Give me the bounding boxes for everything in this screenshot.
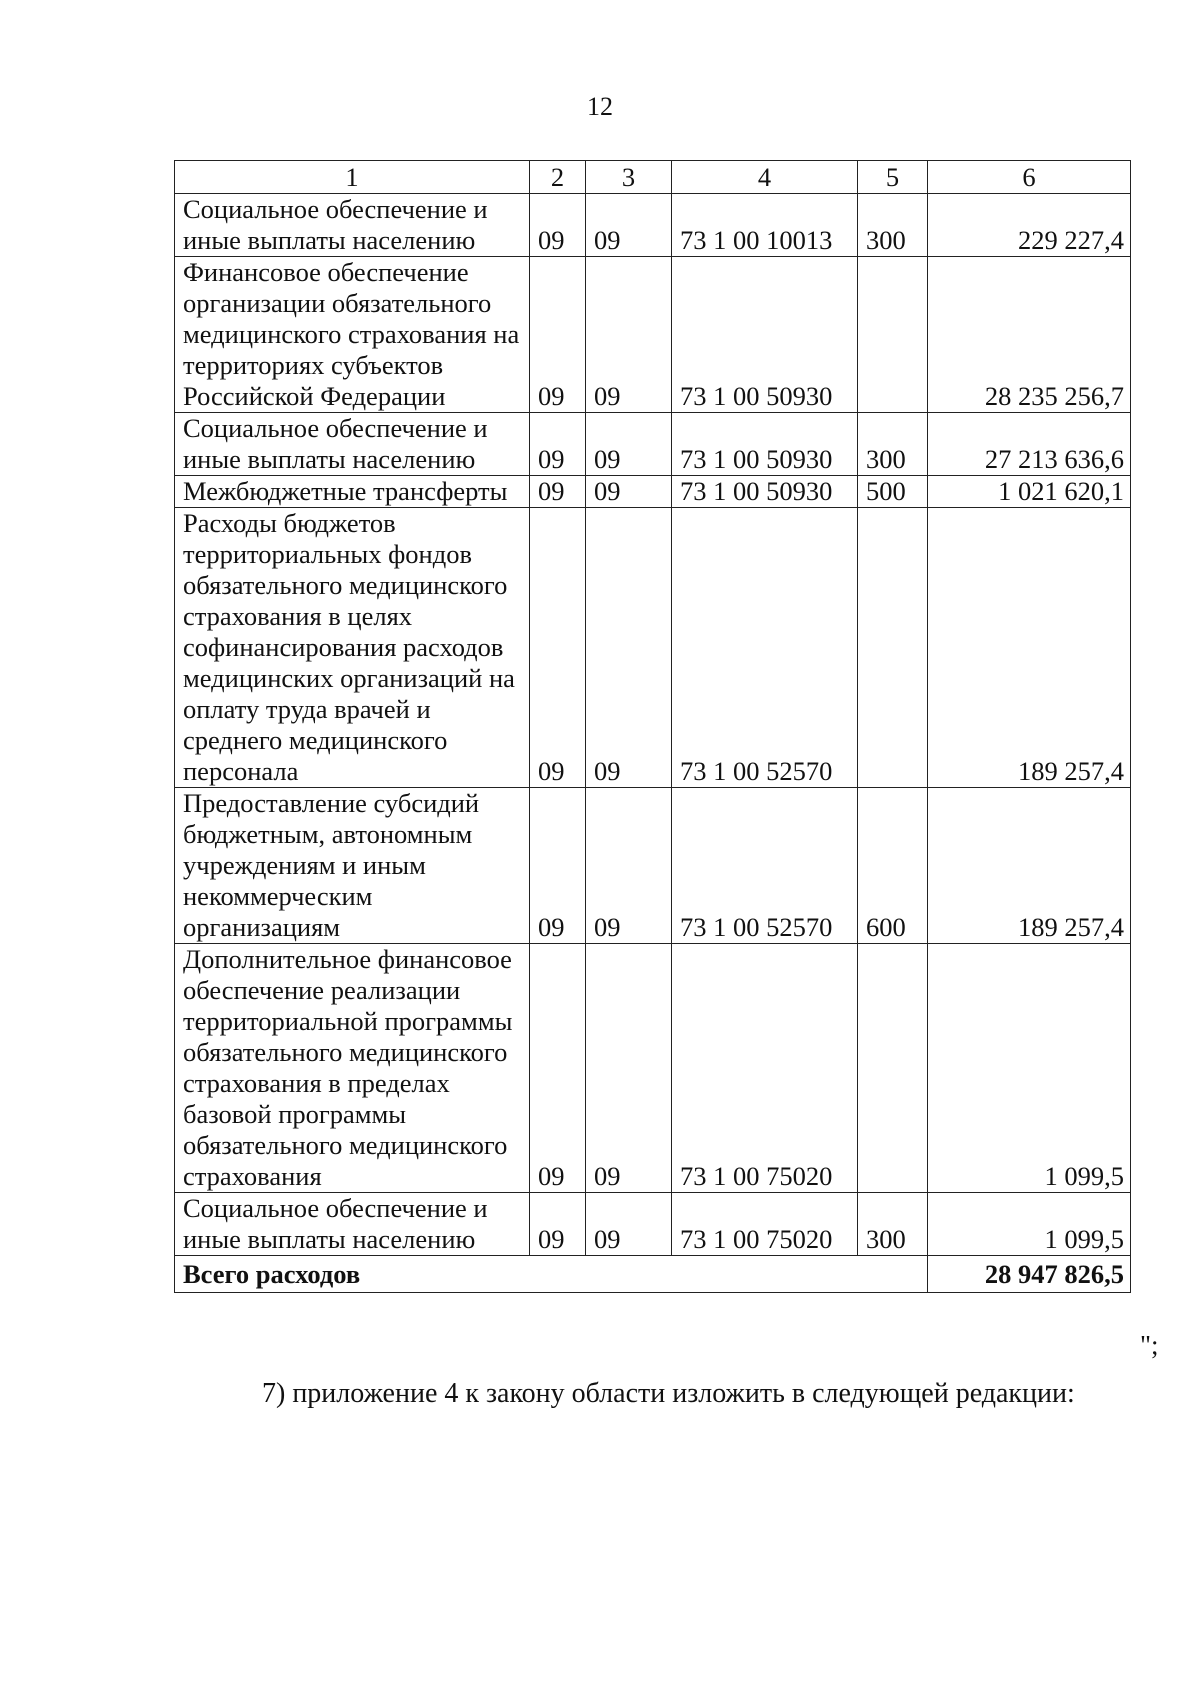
row-amount: 1 099,5 [928, 1193, 1131, 1256]
row-name: Финансовое обеспечение организации обязательного медицинского страхования на территориях субъектов Российской Федерации [175, 257, 530, 413]
row-expense-type: 600 [858, 788, 928, 944]
row-amount: 189 257,4 [928, 788, 1131, 944]
row-name: Социальное обеспечение и иные выплаты населению [175, 413, 530, 476]
table-row [175, 508, 1131, 788]
row-subsection: 09 [586, 508, 672, 788]
row-expense-type: 300 [858, 413, 928, 476]
table-row [175, 788, 1131, 944]
row-expense-type: 500 [858, 476, 928, 508]
instruction-text: 7) приложение 4 к закону области изложить в следующей редакции: [262, 1378, 1075, 1409]
row-subsection: 09 [586, 1193, 672, 1256]
row-subsection: 09 [586, 944, 672, 1193]
table-row [175, 476, 1131, 508]
row-amount: 1 099,5 [928, 944, 1131, 1193]
row-amount: 229 227,4 [928, 194, 1131, 257]
closing-quote: "; [1140, 1330, 1159, 1360]
row-name: Расходы бюджетов территориальных фондов обязательного медицинского страхования в целях софинансирования расходов медицинских организаций на оплату труда врачей и среднего медицинского персонала [175, 508, 530, 788]
row-expense-type [858, 508, 928, 788]
header-cell: 2 [530, 161, 586, 194]
row-target-code: 73 1 00 52570 [672, 788, 858, 944]
row-target-code: 73 1 00 52570 [672, 508, 858, 788]
table-row [175, 1193, 1131, 1256]
row-amount: 189 257,4 [928, 508, 1131, 788]
row-amount: 1 021 620,1 [928, 476, 1131, 508]
page-number: 12 [587, 92, 613, 121]
row-target-code: 73 1 00 75020 [672, 944, 858, 1193]
row-section: 09 [530, 257, 586, 413]
row-section: 09 [530, 788, 586, 944]
row-target-code: 73 1 00 50930 [672, 257, 858, 413]
row-amount: 27 213 636,6 [928, 413, 1131, 476]
header-cell: 4 [672, 161, 858, 194]
table-header-row [175, 161, 1131, 194]
total-amount: 28 947 826,5 [928, 1256, 1131, 1293]
row-target-code: 73 1 00 50930 [672, 413, 858, 476]
total-label: Всего расходов [175, 1256, 928, 1293]
header-cell: 6 [928, 161, 1131, 194]
budget-table [174, 160, 1131, 1293]
header-cell: 1 [175, 161, 530, 194]
row-section: 09 [530, 413, 586, 476]
row-expense-type [858, 257, 928, 413]
row-subsection: 09 [586, 194, 672, 257]
table-row [175, 194, 1131, 257]
table-row [175, 413, 1131, 476]
row-target-code: 73 1 00 75020 [672, 1193, 858, 1256]
row-name: Дополнительное финансовое обеспечение реализации территориальной программы обязательного медицинского страхования в пределах базовой программы обязательного медицинского страхования [175, 944, 530, 1193]
row-target-code: 73 1 00 10013 [672, 194, 858, 257]
table-row [175, 257, 1131, 413]
row-section: 09 [530, 194, 586, 257]
row-name: Социальное обеспечение и иные выплаты населению [175, 1193, 530, 1256]
row-name: Социальное обеспечение и иные выплаты населению [175, 194, 530, 257]
header-cell: 3 [586, 161, 672, 194]
row-target-code: 73 1 00 50930 [672, 476, 858, 508]
table-row [175, 944, 1131, 1193]
row-amount: 28 235 256,7 [928, 257, 1131, 413]
row-section: 09 [530, 944, 586, 1193]
row-name: Предоставление субсидий бюджетным, автономным учреждениям и иным некоммерческим организациям [175, 788, 530, 944]
row-expense-type [858, 944, 928, 1193]
row-subsection: 09 [586, 257, 672, 413]
row-expense-type: 300 [858, 1193, 928, 1256]
row-subsection: 09 [586, 476, 672, 508]
row-section: 09 [530, 508, 586, 788]
header-cell: 5 [858, 161, 928, 194]
row-expense-type: 300 [858, 194, 928, 257]
row-section: 09 [530, 1193, 586, 1256]
row-subsection: 09 [586, 788, 672, 944]
total-row [175, 1256, 1131, 1293]
row-name: Межбюджетные трансферты [175, 476, 530, 508]
row-subsection: 09 [586, 413, 672, 476]
row-section: 09 [530, 476, 586, 508]
